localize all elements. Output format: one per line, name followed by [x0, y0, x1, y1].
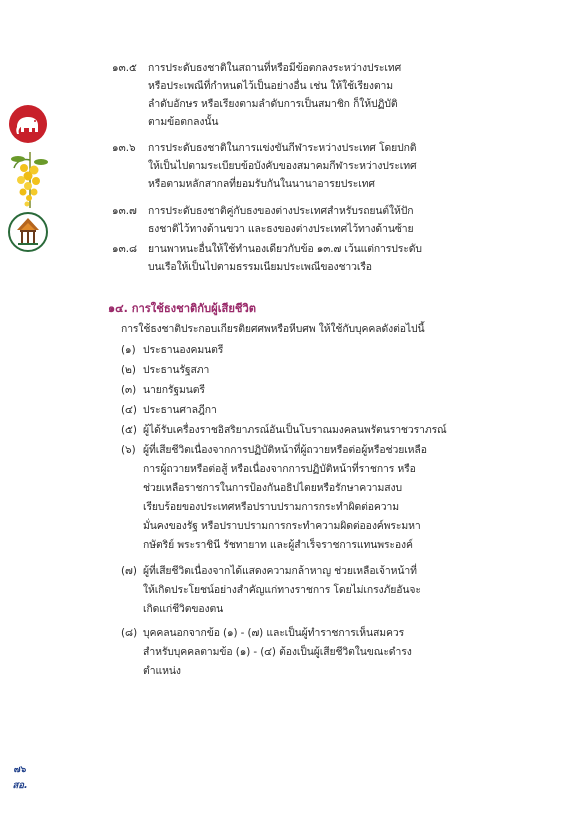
item-number: ๑๓.๕ — [112, 62, 137, 74]
item-number: (๑) — [121, 344, 136, 356]
item-number: (๗) — [121, 565, 137, 577]
text-line: ผู้ที่เสียชีวิตเนื่องจากการปฏิบัติหน้าที่ผู้ถวายหรือต่อผู้หรือช่วยเหลือ — [143, 444, 427, 456]
text-line: ตามข้อตกลงนั้น — [148, 116, 219, 128]
thai-pavilion-icon — [8, 212, 48, 252]
text-line: ประธานศาลฎีกา — [143, 404, 217, 416]
text-line: ลำดับอักษร หรือเรียงตามลำดับการเป็นสมาชิก ก็ให้ปฏิบัติ — [148, 98, 398, 110]
elephant-icon — [8, 104, 48, 144]
text-line: ผู้ที่เสียชีวิตเนื่องจากได้แสดงความกล้าหาญ ช่วยเหลือเจ้าหน้าที่ — [143, 565, 417, 577]
text-line: หรือตามหลักสากลที่ยอมรับกันในนานาอารยประเทศ — [148, 178, 375, 190]
text-line: บุคคลนอกจากข้อ (๑) - (๗) และเป็นผู้ทำราชการเห็นสมควร — [143, 627, 405, 639]
item-number: (๔) — [121, 404, 137, 416]
text-line: ยานพาหนะอื่นให้ใช้ทำนองเดียวกับข้อ ๑๓.๗ เว้นแต่การประดับ — [148, 243, 422, 255]
page-number: ๗๖ — [13, 765, 27, 775]
golden-shower-flower-icon — [8, 150, 52, 210]
page-code: สอ. — [12, 780, 28, 791]
section-heading: ๑๔. การใช้ธงชาติกับผู้เสียชีวิต — [108, 302, 257, 315]
section-intro: การใช้ธงชาติประกอบเกียรติยศศพหรือหีบศพ ให้ใช้กับบุคคลดังต่อไปนี้ — [121, 323, 425, 335]
text-line: ผู้ได้รับเครื่องราชอิสริยาภรณ์อันเป็นโบราณมงคลนพรัตนราชวราภรณ์ — [143, 424, 447, 436]
item-number: ๑๓.๖ — [112, 142, 136, 154]
item-number: ๑๓.๘ — [112, 243, 138, 255]
text-line: เรียบร้อยของประเทศหรือปราบปรามการกระทำผิดต่อความ — [143, 501, 399, 513]
item-number: (๓) — [121, 384, 137, 396]
item-number: (๒) — [121, 364, 136, 376]
text-line: มั่นคงของรัฐ หรือปราบปรามการกระทำความผิดต่อองค์พระมหา — [143, 520, 421, 532]
text-line: ประธานรัฐสภา — [143, 364, 210, 376]
text-line: ช่วยเหลือราชการในการป้องกันอธิปไตยหรือรักษาความสงบ — [143, 482, 402, 494]
text-line: นายกรัฐมนตรี — [143, 384, 205, 396]
text-line: ตำแหน่ง — [143, 665, 181, 677]
text-line: บนเรือให้เป็นไปตามธรรมเนียมประเพณีของชาวเรือ — [148, 261, 372, 273]
item-number: (๘) — [121, 627, 138, 639]
item-number: (๕) — [121, 424, 137, 436]
text-line: เกิดแก่ชีวิตของตน — [143, 603, 224, 615]
text-line: การประดับธงชาติในการแข่งขันกีฬาระหว่างประเทศ โดยปกติ — [148, 142, 417, 154]
item-number: (๖) — [121, 444, 136, 456]
text-line: การประดับธงชาติในสถานที่หรือมีข้อตกลงระหว่างประเทศ — [148, 62, 402, 74]
text-line: การประดับธงชาติคู่กับธงของต่างประเทศสำหรับรถยนต์ให้ปัก — [148, 205, 414, 217]
text-line: ให้เกิดประโยชน์อย่างสำคัญแก่ทางราชการ โดยไม่เกรงภัยอันจะ — [143, 584, 421, 596]
text-line: ให้เป็นไปตามระเบียบข้อบังคับของสมาคมกีฬาระหว่างประเทศ — [148, 160, 417, 172]
text-line: ประธานองคมนตรี — [143, 344, 224, 356]
item-number: ๑๓.๗ — [112, 205, 137, 217]
text-line: กษัตริย์ พระราชินี รัชทายาท และผู้สำเร็จราชการแทนพระองค์ — [143, 539, 413, 551]
text-line: การผู้ถวายหรือต่อสู้ หรือเนื่องจากการปฏิบัติหน้าที่ราชการ หรือ — [143, 463, 416, 475]
text-line: ธงชาติไว้ทางด้านขวา และธงของต่างประเทศไว้ทางด้านซ้าย — [148, 223, 414, 235]
text-line: หรือประเพณีที่กำหนดไว้เป็นอย่างอื่น เช่น ให้ใช้เรียงตาม — [148, 80, 394, 92]
text-line: สำหรับบุคคลตามข้อ (๑) - (๔) ต้องเป็นผู้เสียชีวิตในขณะดำรง — [143, 646, 412, 658]
